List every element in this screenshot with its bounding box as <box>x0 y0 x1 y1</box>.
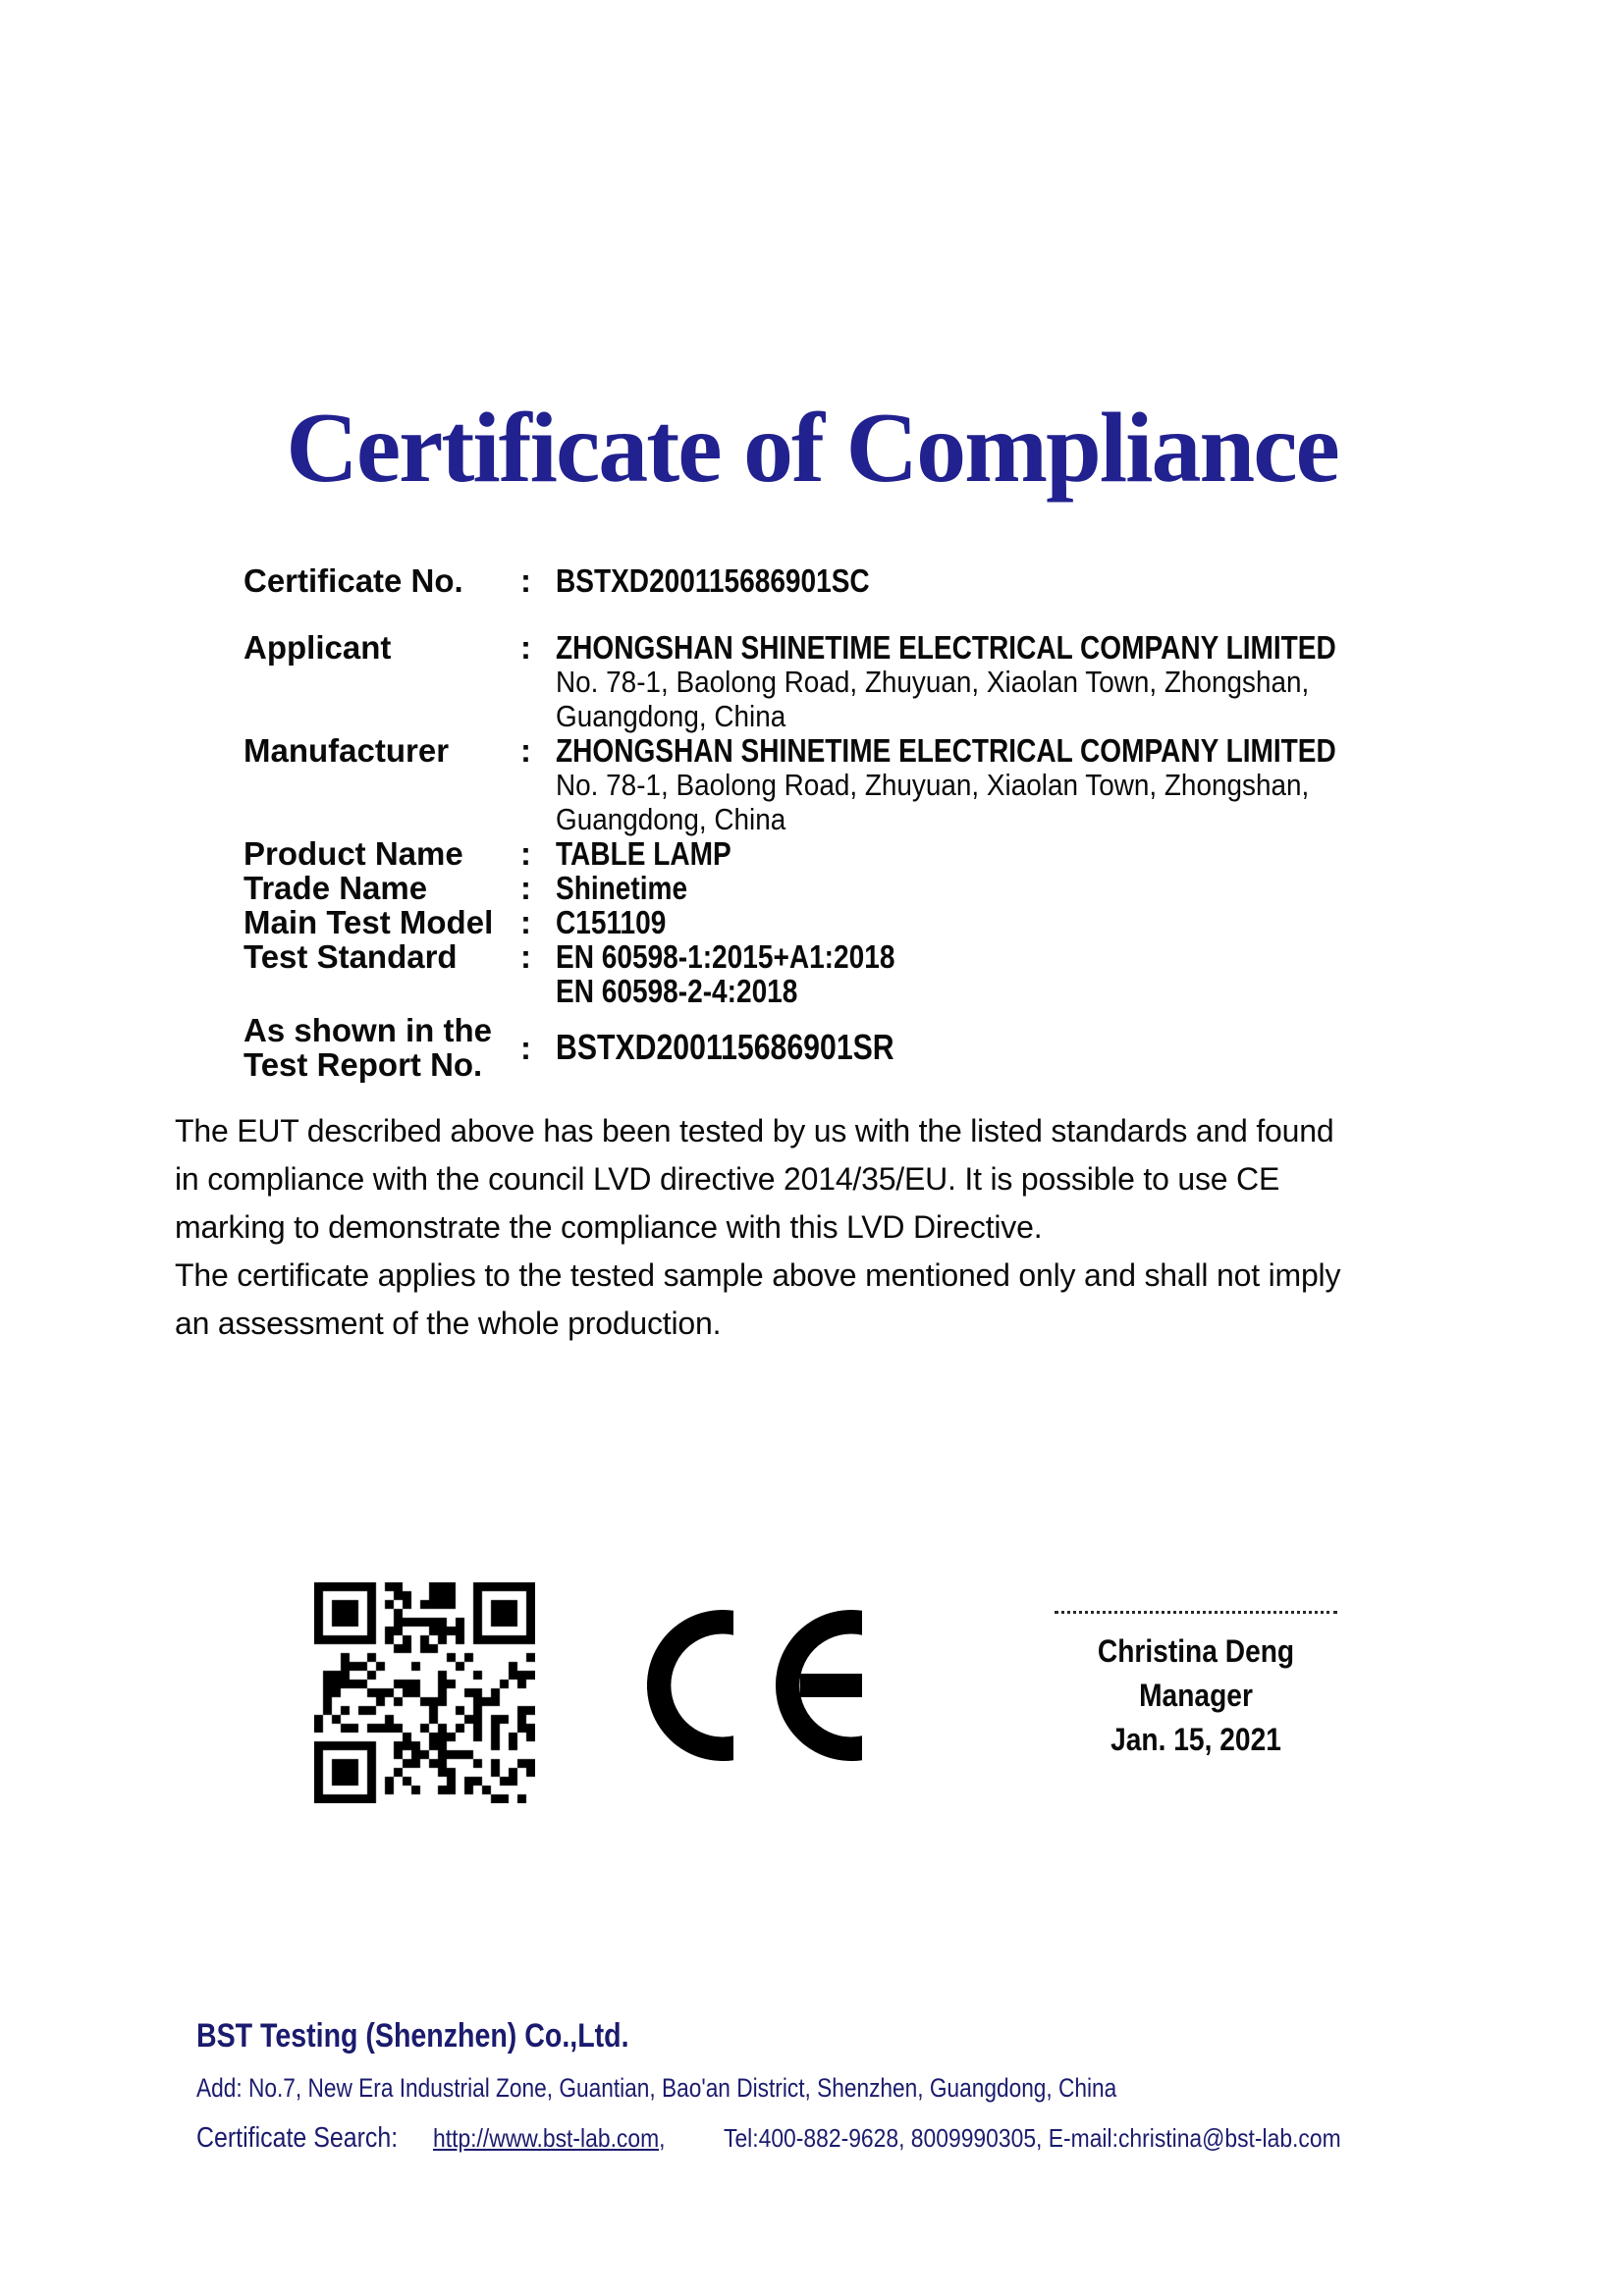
signature-block <box>1000 1600 1392 1762</box>
main-test-model-label: Main Test Model <box>244 904 494 940</box>
test-standard-label: Test Standard <box>244 938 458 975</box>
colon: : <box>520 835 531 872</box>
field-row-manufacturer <box>244 733 1432 836</box>
declaration-line: The certificate applies to the tested sample above mentioned only and shall not imply <box>175 1257 1341 1293</box>
manufacturer-label: Manufacturer <box>244 732 450 769</box>
declaration-line: in compliance with the council LVD directive 2014/35/EU. It is possible to use CE <box>175 1161 1280 1197</box>
trade-name-label: Trade Name <box>244 870 428 906</box>
certificate-search-link[interactable]: http://www.bst-lab.com, <box>432 2123 666 2153</box>
colon: : <box>520 732 531 769</box>
footer <box>196 2016 1502 2155</box>
colon: : <box>520 562 531 599</box>
declaration-line: an assessment of the whole production. <box>175 1306 722 1341</box>
main-test-model-value: C151109 <box>556 904 667 940</box>
colon: : <box>520 1029 531 1066</box>
signature-dotted-line <box>1055 1600 1337 1614</box>
trade-name-value: Shinetime <box>556 870 688 906</box>
signatory-role: Manager <box>1139 1678 1253 1713</box>
certificate-no-value: BSTXD200115686901SC <box>556 562 870 599</box>
certificate-info-table <box>244 563 1432 1082</box>
field-row-product-name <box>244 836 1432 871</box>
certificate-search-row <box>196 2122 1502 2155</box>
field-row-applicant <box>244 630 1432 733</box>
signatory-name: Christina Deng <box>1097 1633 1295 1669</box>
product-name-value: TABLE LAMP <box>556 835 731 872</box>
field-row-certificate-no <box>244 563 1432 598</box>
applicant-address-line1: No. 78-1, Baolong Road, Zhuyuan, Xiaolan Town, Zhongshan, <box>556 665 1310 699</box>
colon: : <box>520 938 531 975</box>
manufacturer-address-line1: No. 78-1, Baolong Road, Zhuyuan, Xiaolan Town, Zhongshan, <box>556 768 1310 802</box>
lab-address: Add: No.7, New Era Industrial Zone, Guantian, Bao'an District, Shenzhen, Guangdong, China <box>196 2073 1117 2103</box>
ce-mark <box>647 1610 862 1761</box>
applicant-address-line2: Guangdong, China <box>556 699 786 733</box>
test-standard-line1: EN 60598-1:2015+A1:2018 <box>556 938 895 975</box>
field-row-test-report <box>244 1013 1432 1082</box>
colon: : <box>520 904 531 940</box>
test-report-label-line1: As shown in the <box>244 1012 493 1048</box>
applicant-company: ZHONGSHAN SHINETIME ELECTRICAL COMPANY LIMITED <box>556 629 1336 666</box>
test-report-label <box>244 1013 520 1082</box>
field-row-main-test-model <box>244 905 1432 939</box>
test-report-label-line2: Test Report No. <box>244 1046 483 1083</box>
field-row-trade-name <box>244 871 1432 905</box>
colon: : <box>520 870 531 906</box>
certificate-search-label: Certificate Search: <box>196 2122 399 2154</box>
certificate-title: Certificate of Compliance <box>286 393 1338 504</box>
test-standard-line2: EN 60598-2-4:2018 <box>556 973 798 1009</box>
contact-info: Tel:400-882-9628, 8009990305, E-mail:christina@bst-lab.com <box>724 2123 1341 2153</box>
certificate-no-label: Certificate No. <box>244 562 463 599</box>
lab-company-name: BST Testing (Shenzhen) Co.,Ltd. <box>196 2017 629 2055</box>
test-report-value: BSTXD200115686901SR <box>556 1027 894 1067</box>
field-row-test-standard <box>244 939 1432 1008</box>
product-name-label: Product Name <box>244 835 463 872</box>
applicant-label: Applicant <box>244 629 392 666</box>
manufacturer-address-line2: Guangdong, China <box>556 802 786 836</box>
manufacturer-company: ZHONGSHAN SHINETIME ELECTRICAL COMPANY LIMITED <box>556 732 1336 769</box>
declaration-line: marking to demonstrate the compliance with this LVD Directive. <box>175 1209 1043 1245</box>
signature-date: Jan. 15, 2021 <box>1110 1722 1281 1757</box>
declaration-line: The EUT described above has been tested by us with the listed standards and found <box>175 1113 1334 1148</box>
colon: : <box>520 629 531 666</box>
qr-code <box>314 1582 535 1803</box>
declaration-paragraph <box>175 1107 1481 1348</box>
